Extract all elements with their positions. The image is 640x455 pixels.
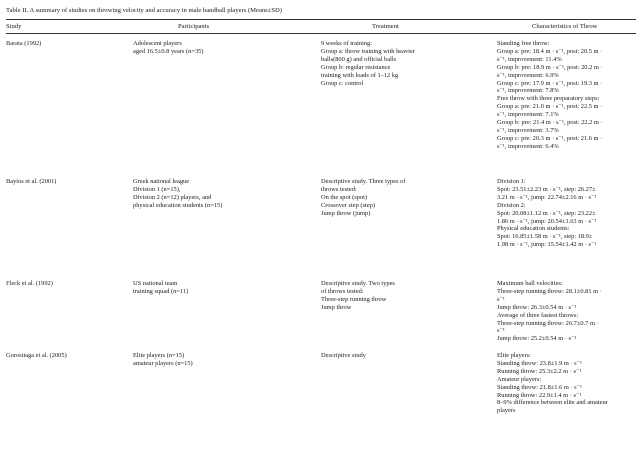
cell-line: Three-step running throw: 26.7±0.7 m · bbox=[497, 319, 599, 327]
cell-line: Group b: regular resistance bbox=[321, 63, 391, 71]
cell-line: Fleck et al. (1992) bbox=[6, 280, 53, 287]
cell-line: Three-step running throw: 28.1±0.81 m · bbox=[497, 287, 602, 295]
cell-line: Three-step running throw bbox=[321, 295, 387, 303]
cell-line: Amateur players: bbox=[497, 375, 542, 383]
cell-line: balls(800 g) and official balls bbox=[321, 55, 397, 63]
cell-line: Division 1: bbox=[497, 178, 526, 185]
treatment-cell bbox=[321, 280, 486, 312]
cell-line: Running throw: 22.9±1.4 m · s⁻¹ bbox=[497, 391, 582, 399]
cell-line: s⁻¹, improvement: 7.1% bbox=[497, 111, 559, 119]
cell-line: Group c: pre: 17.9 m · s⁻¹, post: 19.3 m · bbox=[497, 79, 603, 87]
cell-line: Running throw: 25.3±2.2 m · s⁻¹ bbox=[497, 367, 582, 375]
cell-line: Jump throw: 26.3±0.54 m · s⁻¹ bbox=[497, 303, 577, 311]
cell-line: 1.98 m · s⁻¹, jump: 15.54±1.42 m · s⁻¹ bbox=[497, 241, 597, 249]
cell-line: throws tested: bbox=[321, 185, 357, 193]
cell-line: Group c: control bbox=[321, 79, 364, 87]
cell-line: Group a: throw training with heavier bbox=[321, 47, 415, 55]
cell-line: Division 2 (n=12) players, and bbox=[133, 193, 212, 201]
cell-line: of throws tested: bbox=[321, 287, 364, 295]
cell-line: Standing free throw: bbox=[497, 40, 550, 47]
cell-line: aged 16.5±0.8 years (n=35) bbox=[133, 47, 204, 55]
cell-line: Division 2: bbox=[497, 201, 526, 209]
cell-line: s⁻¹, improvement: 7.8% bbox=[497, 87, 559, 95]
cell-line: Group a: pre: 21.0 m · s⁻¹, post: 22.5 m · bbox=[497, 103, 603, 111]
participants-cell bbox=[133, 40, 313, 56]
cell-line: s⁻¹ bbox=[497, 295, 505, 303]
treatment-cell bbox=[321, 352, 486, 360]
study-cell bbox=[6, 280, 126, 288]
header-characteristics: Characteristics of Throw bbox=[532, 23, 598, 30]
cell-line: Adolescent players bbox=[133, 40, 182, 47]
cell-line: Maximum ball velocities: bbox=[497, 280, 563, 287]
characteristics-cell bbox=[497, 178, 637, 249]
cell-line: s⁻¹, improvement: 11.4% bbox=[497, 55, 562, 63]
cell-line: Elite players (n=15) bbox=[133, 352, 185, 359]
cell-line: Jump throw: 25.2±0.54 m · s⁻¹ bbox=[497, 335, 577, 343]
cell-line: Group b: pre: 21.4 m · s⁻¹, post: 22.2 m · bbox=[497, 119, 603, 127]
table-caption: Table II. A summary of studies on throwing velocity and accuracy in male handball players (Means±SD) bbox=[6, 7, 282, 14]
header-participants: Participants bbox=[178, 23, 210, 30]
cell-line: Gorostiaga et al. (2005) bbox=[6, 352, 67, 359]
cell-line: Greek national league bbox=[133, 178, 190, 185]
cell-line: Group c: pre: 20.3 m · s⁻¹, post: 21.6 m · bbox=[497, 134, 603, 142]
cell-line: s⁻¹, improvement: 3.7% bbox=[497, 126, 559, 134]
characteristics-cell bbox=[497, 352, 637, 415]
cell-line: Physical education students: bbox=[497, 225, 570, 233]
cell-line: Spot: 23.51±2.23 m · s⁻¹, step: 26.27± bbox=[497, 185, 596, 193]
cell-line: Spot: 16.85±1.58 m · s⁻¹, step: 18.9± bbox=[497, 233, 593, 241]
participants-cell bbox=[133, 280, 313, 296]
cell-line: Free throw with three preparatory steps: bbox=[497, 95, 600, 103]
table-top-rule bbox=[6, 19, 636, 20]
characteristics-cell bbox=[497, 40, 637, 151]
cell-line: 8–9% difference between elite and amateur bbox=[497, 399, 608, 407]
cell-line: Barata (1992) bbox=[6, 40, 42, 47]
cell-line: Standing throw: 23.8±1.9 m · s⁻¹ bbox=[497, 359, 582, 367]
table-header-rule bbox=[6, 33, 636, 34]
cell-line: Group a: pre: 18.4 m · s⁻¹, post: 20.5 m · bbox=[497, 47, 603, 55]
treatment-cell bbox=[321, 178, 486, 218]
cell-line: Jump throw (jump) bbox=[321, 209, 371, 217]
cell-line: 9 weeks of training: bbox=[321, 40, 372, 47]
cell-line: Group b: pre: 18.9 m · s⁻¹, post: 20.2 m · bbox=[497, 63, 603, 71]
cell-line: Division 1 (n=15), bbox=[133, 185, 181, 193]
header-study: Study bbox=[6, 23, 22, 30]
cell-line: Bayios et al. (2001) bbox=[6, 178, 57, 185]
cell-line: training squad (n=11) bbox=[133, 287, 189, 295]
cell-line: Elite players: bbox=[497, 352, 531, 359]
cell-line: Descriptive study bbox=[321, 352, 366, 359]
cell-line: Crossover step (step) bbox=[321, 201, 375, 209]
cell-line: Spot: 20.08±1.12 m · s⁻¹, step: 23.22± bbox=[497, 209, 596, 217]
study-cell bbox=[6, 178, 126, 186]
cell-line: On the spot (spot) bbox=[321, 193, 367, 201]
cell-line: Standing throw: 21.8±1.6 m · s⁻¹ bbox=[497, 383, 582, 391]
cell-line: s⁻¹, improvement: 6.9% bbox=[497, 71, 559, 79]
cell-line: 3.21 m · s⁻¹, jump: 22.74±2.16 m · s⁻¹ bbox=[497, 193, 597, 201]
cell-line: 1.86 m · s⁻¹, jump: 20.54±1.63 m · s⁻¹ bbox=[497, 217, 597, 225]
study-cell bbox=[6, 352, 126, 360]
cell-line: Average of three fastest throws: bbox=[497, 311, 579, 319]
study-cell bbox=[6, 40, 126, 48]
participants-cell bbox=[133, 178, 313, 210]
cell-line: Descriptive study. Three types of bbox=[321, 178, 406, 185]
cell-line: amateur players (n=15) bbox=[133, 359, 193, 367]
cell-line: Descriptive study. Two types bbox=[321, 280, 395, 287]
cell-line: training with loads of 1–12 kg bbox=[321, 71, 399, 79]
characteristics-cell bbox=[497, 280, 637, 343]
participants-cell bbox=[133, 352, 313, 368]
cell-line: US national team bbox=[133, 280, 178, 287]
cell-line: players bbox=[497, 407, 516, 415]
treatment-cell bbox=[321, 40, 486, 87]
cell-line: s⁻¹ bbox=[497, 327, 505, 335]
cell-line: s⁻¹, improvement: 6.4% bbox=[497, 142, 559, 150]
header-treatment: Treatment bbox=[372, 23, 399, 30]
cell-line: Jump throw bbox=[321, 303, 352, 311]
cell-line: physical education students (n=15) bbox=[133, 201, 223, 209]
